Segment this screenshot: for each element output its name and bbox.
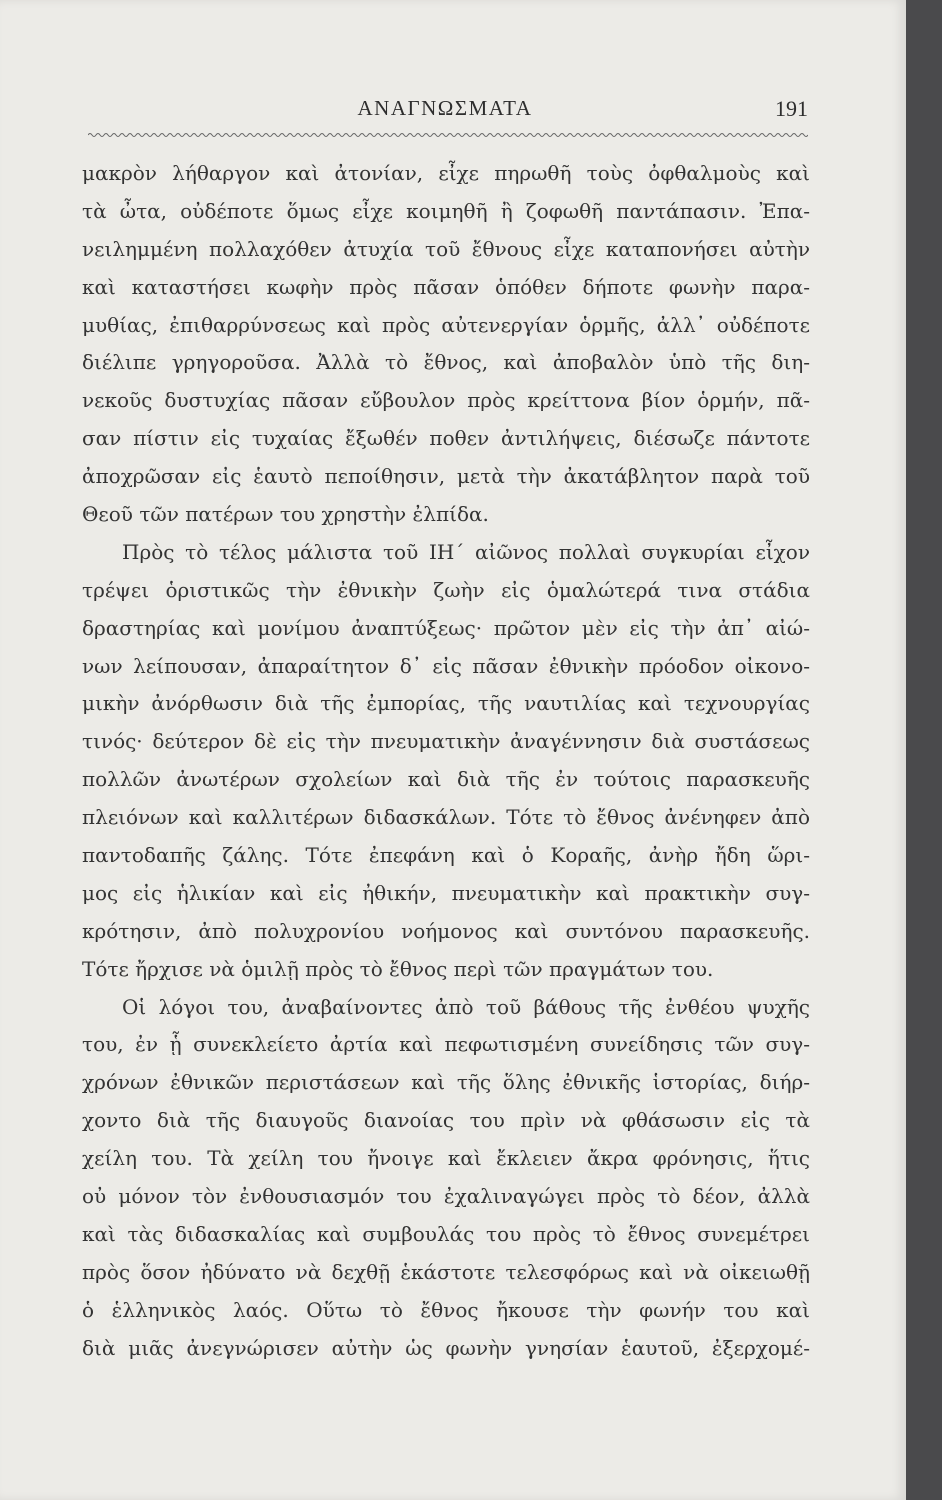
text-line: πολλῶν ἀνωτέρων σχολείων καὶ διὰ τῆς ἐν τούτοις παρασκευῆς	[82, 767, 810, 792]
body-text	[82, 155, 810, 1368]
text-line: δραστηρίας καὶ μονίμου ἀναπτύξεως· πρῶτον μὲν εἰς τὴν ἀπ᾿ αἰώ-	[82, 615, 810, 640]
text-line: Θεοῦ τῶν πατέρων του χρηστὴν ἐλπίδα.	[82, 502, 489, 527]
text-line: διέλιπε γρηγοροῦσα. Ἀλλὰ τὸ ἔθνος, καὶ ἀποβαλὸν ὑπὸ τῆς διη-	[82, 350, 810, 375]
text-line: ὁ ἑλληνικὸς λαός. Οὕτω τὸ ἔθνος ἤκουσε τὴν φωνήν του καὶ	[82, 1297, 810, 1322]
running-title: ΑΝΑΓΝΩΣΜΑΤΑ	[357, 96, 533, 120]
text-line: μος εἰς ἡλικίαν καὶ εἰς ἠθικήν, πνευματικὴν καὶ πρακτικὴν συγ-	[82, 880, 810, 905]
text-line: τρέψει ὁριστικῶς τὴν ἐθνικὴν ζωὴν εἰς ὁμαλώτερά τινα στάδια	[82, 577, 810, 602]
text-line: σαν πίστιν εἰς τυχαίας ἔξωθέν ποθεν ἀντιλήψεις, διέσωζε πάντοτε	[82, 426, 810, 451]
text-line: ἀποχρῶσαν εἰς ἑαυτὸ πεποίθησιν, μετὰ τὴν ἀκατάβλητον παρὰ τοῦ	[82, 464, 810, 489]
text-line: χείλη του. Τὰ χείλη του ἤνοιγε καὶ ἔκλειεν ἄκρα φρόνησις, ἥτις	[82, 1146, 810, 1171]
text-line: τινός· δεύτερον δὲ εἰς τὴν πνευματικὴν ἀναγέννησιν διὰ συστάσεως	[82, 729, 810, 754]
text-line: πρὸς ὅσον ἠδύνατο νὰ δεχθῇ ἑκάστοτε τελεσφόρως καὶ νὰ οἰκειωθῇ	[82, 1259, 810, 1284]
text-line: τὰ ὦτα, οὐδέποτε ὅμως εἶχε κοιμηθῆ ἢ ζοφωθῆ παντάπασιν. Ἐπα-	[82, 198, 810, 223]
text-line: καὶ καταστήσει κωφὴν πρὸς πᾶσαν ὁπόθεν δήποτε φωνὴν παρα-	[82, 274, 810, 299]
text-line: παντοδαπῆς ζάλης. Τότε ἐπεφάνη καὶ ὁ Κοραῆς, ἀνὴρ ἤδη ὥρι-	[82, 843, 810, 868]
text-line: μακρὸν λήθαργον καὶ ἀτονίαν, εἶχε πηρωθῆ τοὺς ὀφθαλμοὺς καὶ	[82, 161, 810, 185]
text-line: κρότησιν, ἀπὸ πολυχρονίου νοήμονος καὶ συντόνου παρασκευῆς.	[82, 918, 810, 943]
running-head	[82, 96, 808, 130]
text-line: χοντο διὰ τῆς διαυγοῦς διανοίας του πρὶν νὰ φθάσωσιν εἰς τὰ	[82, 1108, 810, 1133]
text-line: μυθίας, ἐπιθαρρύνσεως καὶ πρὸς αὐτενεργίαν ὁρμῆς, ἀλλ᾿ οὐδέποτε	[82, 312, 810, 337]
text-line: Πρὸς τὸ τέλος μάλιστα τοῦ ΙΗ΄ αἰῶνος πολλαὶ συγκυρίαι εἶχον	[122, 539, 810, 564]
text-line: πλειόνων καὶ καλλιτέρων διδασκάλων. Τότε τὸ ἔθνος ἀνένηφεν ἀπὸ	[82, 805, 810, 830]
text-line: χρόνων ἐθνικῶν περιστάσεων καὶ τῆς ὅλης ἐθνικῆς ἱστορίας, διήρ-	[82, 1070, 810, 1095]
text-line: διὰ μιᾶς ἀνεγνώρισεν αὐτὴν ὡς φωνὴν γνησίαν ἑαυτοῦ, ἐξερχομέ-	[82, 1335, 810, 1360]
text-line: νεκοῦς δυστυχίας πᾶσαν εὔβουλον πρὸς κρείττονα βίον ὁρμήν, πᾶ-	[82, 388, 810, 413]
text-line: οὐ μόνον τὸν ἐνθουσιασμόν του ἐχαλιναγώγει πρὸς τὸ δέον, ἀλλὰ	[82, 1184, 810, 1209]
text-line: καὶ τὰς διδασκαλίας καὶ συμβουλάς του πρὸς τὸ ἔθνος συνεμέτρει	[82, 1221, 810, 1246]
decorative-wavy-rule	[88, 132, 808, 138]
text-line: Οἱ λόγοι του, ἀναβαίνοντες ἀπὸ τοῦ βάθους τῆς ἐνθέου ψυχῆς	[122, 994, 810, 1019]
text-line: νων λείπουσαν, ἀπαραίτητον δ᾿ εἰς πᾶσαν ἐθνικὴν πρόοδον οἰκονο-	[82, 653, 810, 678]
text-line: Τότε ἤρχισε νὰ ὁμιλῇ πρὸς τὸ ἔθνος περὶ τῶν πραγμάτων του.	[82, 956, 714, 981]
page-number: 191	[775, 96, 808, 121]
text-line: του, ἐν ᾗ συνεκλείετο ἀρτία καὶ πεφωτισμένη συνείδησις τῶν συγ-	[82, 1032, 810, 1057]
text-line: νειλημμένη πολλαχόθεν ἀτυχία τοῦ ἔθνους εἶχε καταπονήσει αὐτὴν	[82, 236, 810, 261]
text-line: μικὴν ἀνόρθωσιν διὰ τῆς ἐμπορίας, τῆς ναυτιλίας καὶ τεχνουργίας	[82, 691, 810, 716]
